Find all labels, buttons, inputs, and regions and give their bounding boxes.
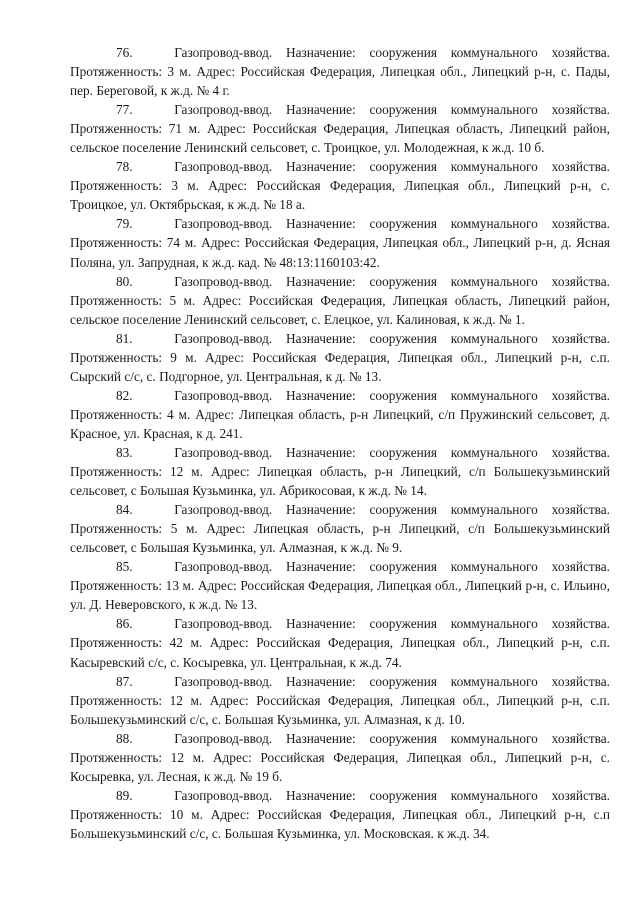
item-text: Газопровод-ввод. Назначение: сооружения коммунального хозяйства. Протяженность: 74 м. Адрес: Российская Федерация, Липецкая обл., Липецкий р-н, д. Ясная Поляна, ул. Запрудная, к ж.д. кад. № 48:13:1160103:42. xyxy=(70,216,610,270)
item-number: 80. xyxy=(116,273,133,289)
item-text: Газопровод-ввод. Назначение: сооружения коммунального хозяйства. Протяженность: 5 м. Адрес: Липецкая область, р-н Липецкий, с/п Большекузьминский сельсовет, с Большая Кузьминка, ул. Алмазная, к ж.д. № 9. xyxy=(70,502,610,556)
item-text: Газопровод-ввод. Назначение: сооружения коммунального хозяйства. Протяженность: 71 м. Адрес: Российская Федерация, Липецкая область, Липецкий район, сельское поселение Ленинский сельсовет, с. Троицкое, ул. Молодежная, к ж.д. 10 б. xyxy=(70,102,610,156)
item-number: 83. xyxy=(116,444,133,460)
list-item xyxy=(70,500,610,557)
item-text: Газопровод-ввод. Назначение: сооружения коммунального хозяйства. Протяженность: 12 м. Адрес: Российская Федерация, Липецкая обл., Липецкий р-н, с. Косыревка, ул. Лесная, к ж.д. № 19 б. xyxy=(70,730,610,784)
item-number: 89. xyxy=(116,787,133,803)
item-text: Газопровод-ввод. Назначение: сооружения коммунального хозяйства. Протяженность: 3 м. Адрес: Российская Федерация, Липецкая обл., Липецкий р-н, с. Пады, пер. Береговой, к ж.д. № 4 г. xyxy=(70,45,610,99)
item-number: 85. xyxy=(116,559,133,575)
document-body xyxy=(70,43,610,843)
item-text: Газопровод-ввод. Назначение: сооружения коммунального хозяйства. Протяженность: 12 м. Адрес: Липецкая область, р-н Липецкий, с/п Большекузьминский сельсовет, с Большая Кузьминка, ул. Абрикосовая, к ж.д. № 14. xyxy=(70,444,610,499)
item-text: Газопровод-ввод. Назначение: сооружения коммунального хозяйства. Протяженность: 4 м. Адрес: Липецкая область, р-н Липецкий, с/п Пружинский сельсовет, д. Красное, ул. Красная, к д. 241. xyxy=(70,387,610,441)
item-number: 84. xyxy=(116,502,133,518)
item-number: 82. xyxy=(116,387,133,403)
item-text: Газопровод-ввод. Назначение: сооружения коммунального хозяйства. Протяженность: 10 м. Адрес: Российская Федерация, Липецкая обл., Липецкий р-н, с.п Большекузьминский с/с, с. Большая Кузьминка, ул. Московская. к ж.д. 34. xyxy=(70,787,610,841)
item-number: 76. xyxy=(116,45,133,60)
item-number: 78. xyxy=(116,159,133,175)
list-item xyxy=(70,100,610,157)
item-number: 86. xyxy=(116,616,133,632)
list-item xyxy=(70,443,610,500)
list-item xyxy=(70,214,610,271)
item-number: 79. xyxy=(116,216,133,232)
list-item xyxy=(70,43,610,100)
list-item xyxy=(70,557,610,614)
list-item xyxy=(70,672,610,729)
list-item xyxy=(70,329,610,386)
item-text: Газопровод-ввод. Назначение: сооружения коммунального хозяйства. Протяженность: 3 м. Адрес: Российская Федерация, Липецкая обл., Липецкий р-н, с. Троицкое, ул. Октябрьская, к ж.д. № 18 а. xyxy=(70,159,610,213)
item-text: Газопровод-ввод. Назначение: сооружения коммунального хозяйства. Протяженность: 5 м. Адрес: Российская Федерация, Липецкая область, Липецкий район, сельское поселение Ленинский сельсовет, с. Елецкое, ул. Калиновая, к ж.д. № 1. xyxy=(70,273,610,327)
item-number: 77. xyxy=(116,102,133,118)
list-item xyxy=(70,272,610,329)
item-text: Газопровод-ввод. Назначение: сооружения коммунального хозяйства. Протяженность: 12 м. Адрес: Российская Федерация, Липецкая обл., Липецкий р-н, с.п. Большекузьминский с/с, с. Большая Кузьминка, ул. Алмазная, к д. 10. xyxy=(70,673,610,727)
item-text: Газопровод-ввод. Назначение: сооружения коммунального хозяйства. Протяженность: 9 м. Адрес: Российская Федерация, Липецкая обл., Липецкий р-н, с.п. Сырский с/с, с. Подгорное, ул. Центральная, к д. № 13. xyxy=(70,330,610,384)
item-number: 81. xyxy=(116,330,133,346)
item-text: Газопровод-ввод. Назначение: сооружения коммунального хозяйства. Протяженность: 13 м. Адрес: Российская Федерация, Липецкая обл., Липецкий р-н, с. Ильино, ул. Д. Неверовского, к ж.д. № 13. xyxy=(70,559,610,613)
item-text: Газопровод-ввод. Назначение: сооружения коммунального хозяйства. Протяженность: 42 м. Адрес: Российская Федерация, Липецкая обл., Липецкий р-н, с.п. Касыревский с/с, с. Косыревка, ул. Центральная, к ж.д. 74. xyxy=(70,616,610,670)
list-item xyxy=(70,786,610,843)
list-item xyxy=(70,157,610,214)
item-number: 88. xyxy=(116,730,133,746)
list-item xyxy=(70,386,610,443)
list-item xyxy=(70,729,610,786)
item-number: 87. xyxy=(116,673,133,689)
list-item xyxy=(70,614,610,671)
